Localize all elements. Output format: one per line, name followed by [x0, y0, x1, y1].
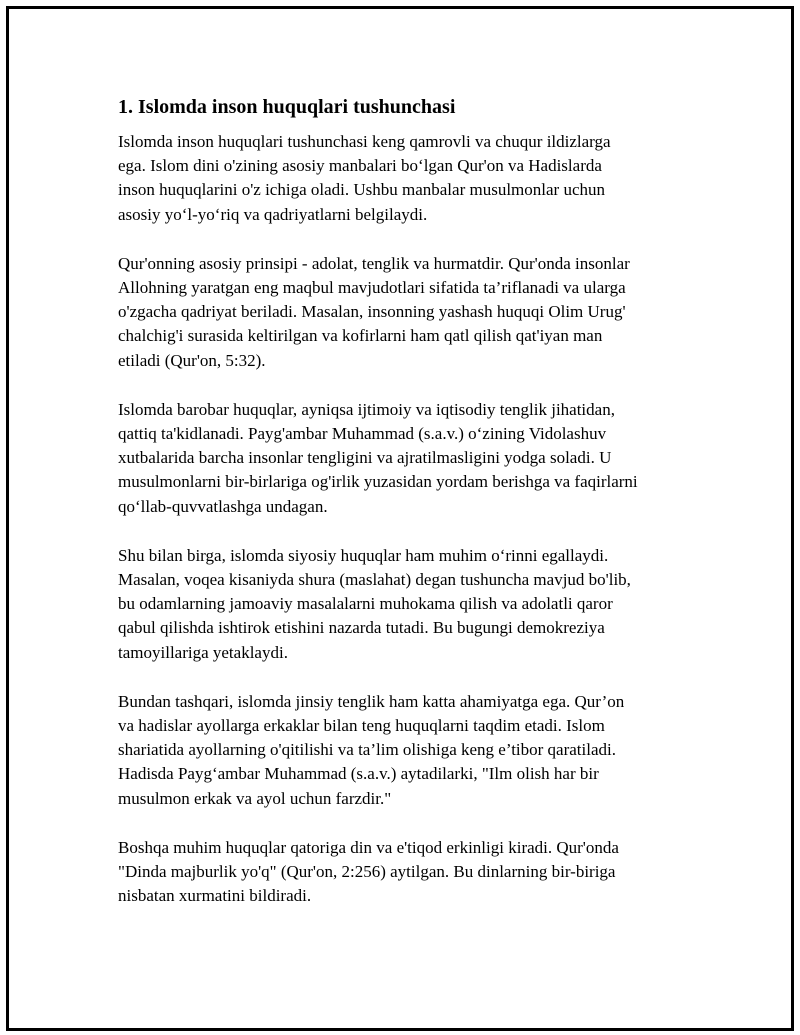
paragraph-line: Hadisda Payg‘ambar Muhammad (s.a.v.) aytadilarki, "Ilm olish har bir: [118, 764, 599, 784]
paragraph-line: chalchig'i surasida keltirilgan va kofirlarni ham qatl qilish qat'iyan man: [118, 326, 603, 346]
paragraph-6: [118, 836, 688, 909]
paragraph-line: Qur'onning asosiy prinsipi - adolat, tenglik va hurmatdir. Qur'onda insonlar: [118, 253, 630, 273]
paragraph-4: [118, 544, 688, 665]
paragraph-line: Islomda barobar huquqlar, ayniqsa ijtimoiy va iqtisodiy tenglik jihatidan,: [118, 399, 615, 419]
paragraph-line: va hadislar ayollarga erkaklar bilan teng huquqlarni taqdim etadi. Islom: [118, 716, 605, 736]
paragraph-line: Shu bilan birga, islomda siyosiy huquqlar ham muhim o‘rinni egallaydi.: [118, 545, 609, 565]
paragraph-line: Allohning yaratgan eng maqbul mavjudotlari sifatida ta’riflanadi va ularga: [118, 278, 626, 298]
paragraph-line: o'zgacha qadriyat beriladi. Masalan, insonning yashash huquqi Olim Urug': [118, 302, 626, 322]
paragraph-line: asosiy yo‘l-yo‘riq va qadriyatlarni belgilaydi.: [118, 204, 428, 224]
paragraph-line: shariatida ayollarning o'qitilishi va ta’lim olishiga keng e’tibor qaratiladi.: [118, 740, 616, 760]
paragraph-line: Boshqa muhim huquqlar qatoriga din va e'tiqod erkinligi kiradi. Qur'onda: [118, 837, 619, 857]
paragraph-line: ega. Islom dini o'zining asosiy manbalari bo‘lgan Qur'on va Hadislarda: [118, 156, 602, 176]
document-body: [118, 93, 688, 933]
paragraph-line: nisbatan xurmatini bildiradi.: [118, 886, 312, 906]
paragraph-line: xutbalarida barcha insonlar tengligini va ajratilmasligini yodga soladi. U: [118, 448, 612, 468]
paragraph-1: [118, 130, 688, 227]
paragraph-line: qabul qilishda ishtirok etishini nazarda tutadi. Bu bugungi demokreziya: [118, 618, 605, 638]
paragraph-5: [118, 690, 688, 811]
paragraph-line: etiladi (Qur'on, 5:32).: [118, 350, 266, 370]
paragraph-line: Bundan tashqari, islomda jinsiy tenglik ham katta ahamiyatga ega. Qur’on: [118, 691, 625, 711]
document-title: 1. Islomda inson huquqlari tushunchasi: [118, 96, 456, 118]
paragraph-line: musulmon erkak va ayol uchun farzdir.": [118, 788, 392, 808]
paragraph-line: Masalan, voqea kisaniyda shura (maslahat) degan tushuncha mavjud bo'lib,: [118, 570, 631, 590]
paragraph-line: "Dinda majburlik yo'q" (Qur'on, 2:256) aytilgan. Bu dinlarning bir-biriga: [118, 862, 616, 882]
paragraph-line: bu odamlarning jamoaviy masalalarni muhokama qilish va adolatli qaror: [118, 594, 613, 614]
paragraph-line: tamoyillariga yetaklaydi.: [118, 642, 288, 662]
paragraph-line: Islomda inson huquqlari tushunchasi keng qamrovli va chuqur ildizlarga: [118, 132, 611, 151]
paragraph-line: musulmonlarni bir-birlariga og'irlik yuzasidan yordam berishga va faqirlarni: [118, 472, 638, 492]
paragraph-line: inson huquqlarini o'z ichiga oladi. Ushbu manbalar musulmonlar uchun: [118, 180, 605, 200]
paragraph-2: [118, 252, 688, 373]
paragraph-line: qattiq ta'kidlanadi. Payg'ambar Muhammad (s.a.v.) o‘zining Vidolashuv: [118, 424, 607, 444]
paragraph-3: [118, 398, 688, 519]
paragraph-line: qo‘llab-quvvatlashga undagan.: [118, 496, 328, 516]
